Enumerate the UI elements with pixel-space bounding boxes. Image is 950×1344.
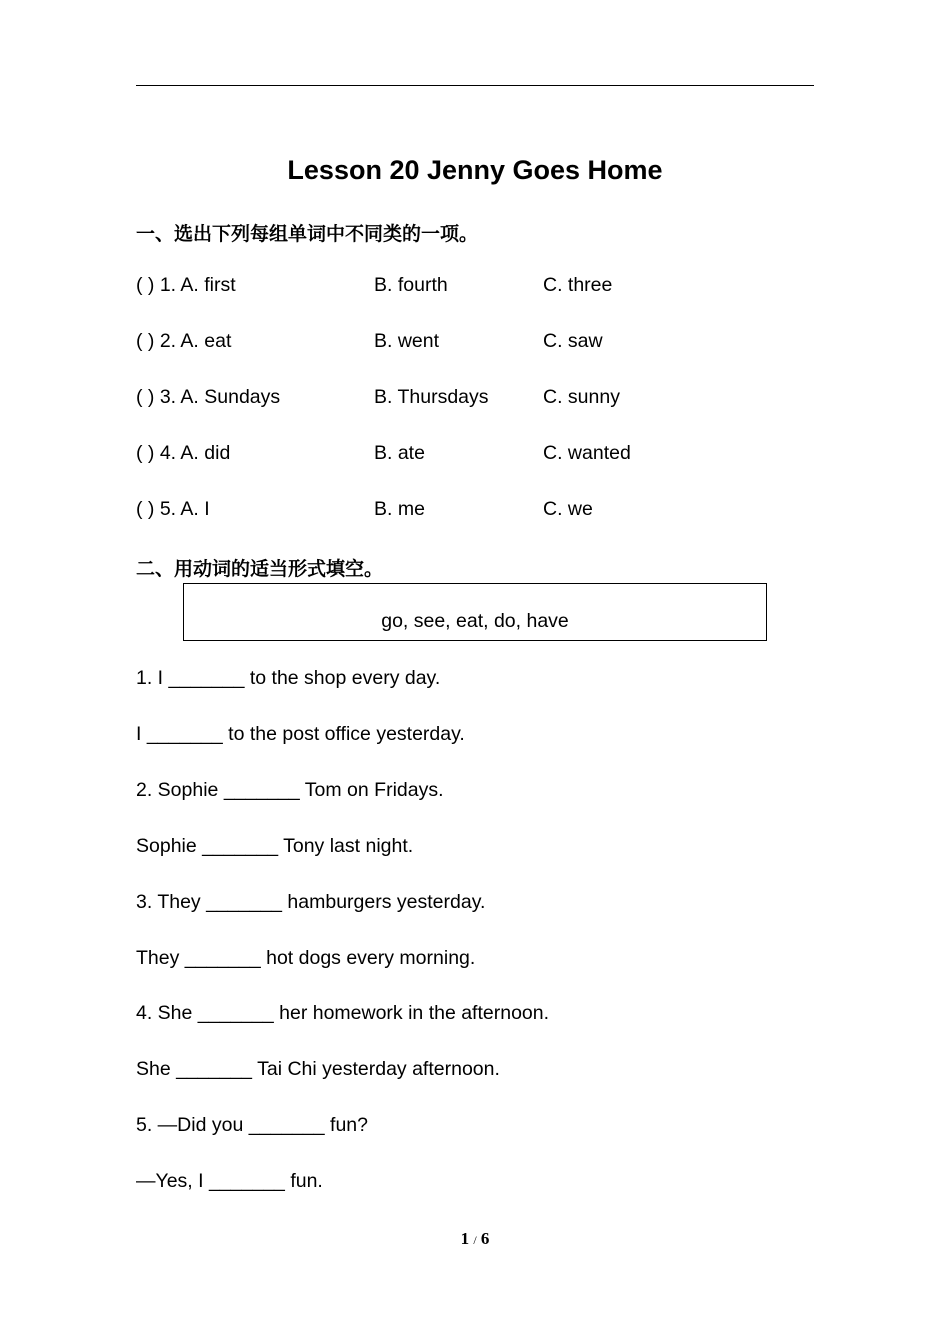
section-2-heading: 二、用动词的适当形式填空。 — [136, 559, 384, 580]
question-4-option-a: ( ) 4. A. did — [136, 442, 231, 464]
fill-line-6: They _______ hot dogs every morning. — [136, 947, 476, 969]
page-title: Lesson 20 Jenny Goes Home — [287, 155, 663, 185]
question-2-option-c: C. saw — [543, 330, 603, 352]
question-3-option-a: ( ) 3. A. Sundays — [136, 386, 281, 408]
fill-line-3: 2. Sophie _______ Tom on Fridays. — [136, 779, 444, 801]
page-number — [0, 1229, 950, 1249]
question-1-option-a: ( ) 1. A. first — [136, 274, 236, 296]
question-4-option-b: B. ate — [374, 442, 425, 464]
page-current: 1 — [460, 1229, 470, 1248]
question-1-option-b: B. fourth — [374, 274, 448, 296]
fill-line-9: 5. —Did you _______ fun? — [136, 1114, 369, 1136]
question-4-option-c: C. wanted — [543, 442, 631, 464]
fill-line-2: I _______ to the post office yesterday. — [136, 723, 465, 745]
question-2-option-a: ( ) 2. A. eat — [136, 330, 232, 352]
question-2-option-b: B. went — [374, 330, 440, 352]
question-5-option-b: B. me — [374, 498, 425, 520]
fill-line-7: 4. She _______ her homework in the afternoon. — [136, 1002, 550, 1024]
fill-line-5: 3. They _______ hamburgers yesterday. — [136, 891, 486, 913]
question-5-option-c: C. we — [543, 498, 593, 520]
header-rule — [136, 85, 814, 86]
fill-line-10: —Yes, I _______ fun. — [136, 1170, 323, 1192]
word-box-text: go, see, eat, do, have — [381, 610, 569, 632]
section-1-heading: 一、选出下列每组单词中不同类的一项。 — [136, 224, 479, 245]
fill-line-8: She _______ Tai Chi yesterday afternoon. — [136, 1058, 500, 1080]
page-separator: / — [473, 1233, 477, 1247]
question-1-option-c: C. three — [543, 274, 613, 296]
fill-line-4: Sophie _______ Tony last night. — [136, 835, 414, 857]
page-total: 6 — [480, 1229, 490, 1248]
word-box — [183, 583, 767, 641]
question-3-option-b: B. Thursdays — [374, 386, 489, 408]
question-5-option-a: ( ) 5. A. I — [136, 498, 210, 520]
question-3-option-c: C. sunny — [543, 386, 620, 408]
fill-line-1: 1. I _______ to the shop every day. — [136, 667, 441, 689]
